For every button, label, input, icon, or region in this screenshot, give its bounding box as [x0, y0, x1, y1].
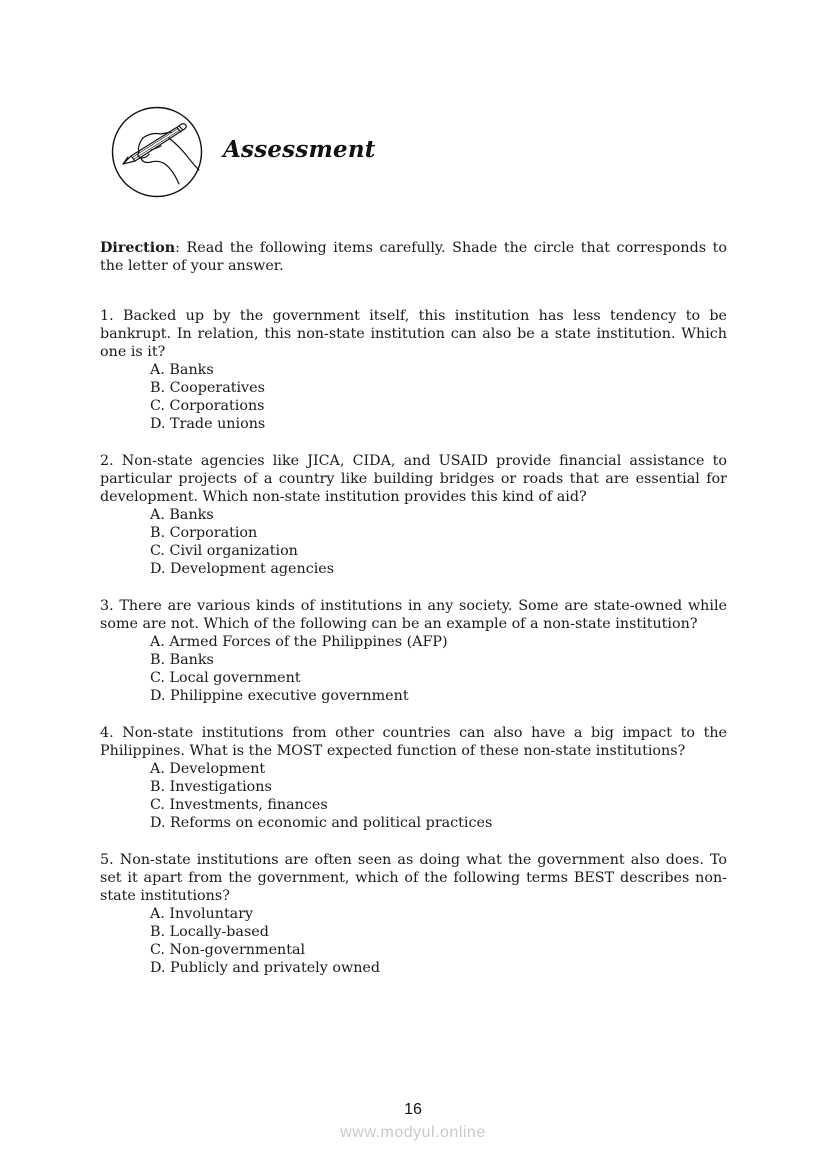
option-a[interactable]: A. Banks: [150, 507, 214, 523]
direction-text: : Read the following items carefully. Shade the circle that corresponds to the letter of your answer.: [100, 240, 727, 274]
option-c[interactable]: C. Non-governmental: [150, 942, 306, 958]
directions: [100, 239, 727, 275]
option-b[interactable]: B. Corporation: [150, 525, 258, 541]
assessment-content: [100, 239, 727, 996]
page-number: 16: [404, 1101, 422, 1118]
option-d[interactable]: D. Reforms on economic and political practices: [150, 815, 493, 831]
question-stem: 4. Non-state institutions from other countries can also have a big impact to the Philippines. What is the MOST expected function of these non-state institutions?: [100, 725, 727, 759]
option-a[interactable]: A. Armed Forces of the Philippines (AFP): [150, 634, 448, 650]
option-a[interactable]: A. Involuntary: [150, 906, 254, 922]
watermark: www.modyul.online: [340, 1124, 486, 1141]
option-list: [100, 361, 727, 433]
option-d[interactable]: D. Publicly and privately owned: [150, 960, 381, 976]
question-stem: 5. Non-state institutions are often seen as doing what the government also does. To set it apart from the government, which of the following terms BEST describes non-state institutions?: [100, 852, 727, 904]
direction-label: Direction: [100, 240, 176, 256]
option-c[interactable]: C. Investments, finances: [150, 797, 328, 813]
option-c[interactable]: C. Local government: [150, 670, 301, 686]
option-d[interactable]: D. Trade unions: [150, 416, 266, 432]
option-b[interactable]: B. Cooperatives: [150, 380, 265, 396]
question-2: [100, 452, 727, 578]
option-c[interactable]: C. Corporations: [150, 398, 265, 414]
option-d[interactable]: D. Development agencies: [150, 561, 335, 577]
question-4: [100, 724, 727, 832]
option-list: [100, 506, 727, 578]
hand-writing-pencil-icon: [111, 106, 203, 198]
option-c[interactable]: C. Civil organization: [150, 543, 298, 559]
assessment-header: [111, 106, 511, 198]
option-d[interactable]: D. Philippine executive government: [150, 688, 409, 704]
question-stem: 1. Backed up by the government itself, this institution has less tendency to be bankrupt. In relation, this non-state institution can also be a state institution. Which one is it?: [100, 308, 727, 360]
option-list: [100, 760, 727, 832]
option-b[interactable]: B. Investigations: [150, 779, 272, 795]
question-3: [100, 597, 727, 705]
option-list: [100, 905, 727, 977]
question-1: [100, 307, 727, 433]
option-b[interactable]: B. Locally-based: [150, 924, 269, 940]
option-a[interactable]: A. Banks: [150, 362, 214, 378]
option-list: [100, 633, 727, 705]
option-b[interactable]: B. Banks: [150, 652, 214, 668]
question-stem: 2. Non-state agencies like JICA, CIDA, and USAID provide financial assistance to particular projects of a country like building bridges or roads that are essential for development. Which non-state institution provides this kind of aid?: [100, 453, 727, 505]
question-5: [100, 851, 727, 977]
question-stem: 3. There are various kinds of institutions in any society. Some are state-owned while some are not. Which of the following can be an example of a non-state institution?: [100, 598, 727, 632]
option-a[interactable]: A. Development: [150, 761, 266, 777]
page-title: Assessment: [223, 136, 376, 163]
